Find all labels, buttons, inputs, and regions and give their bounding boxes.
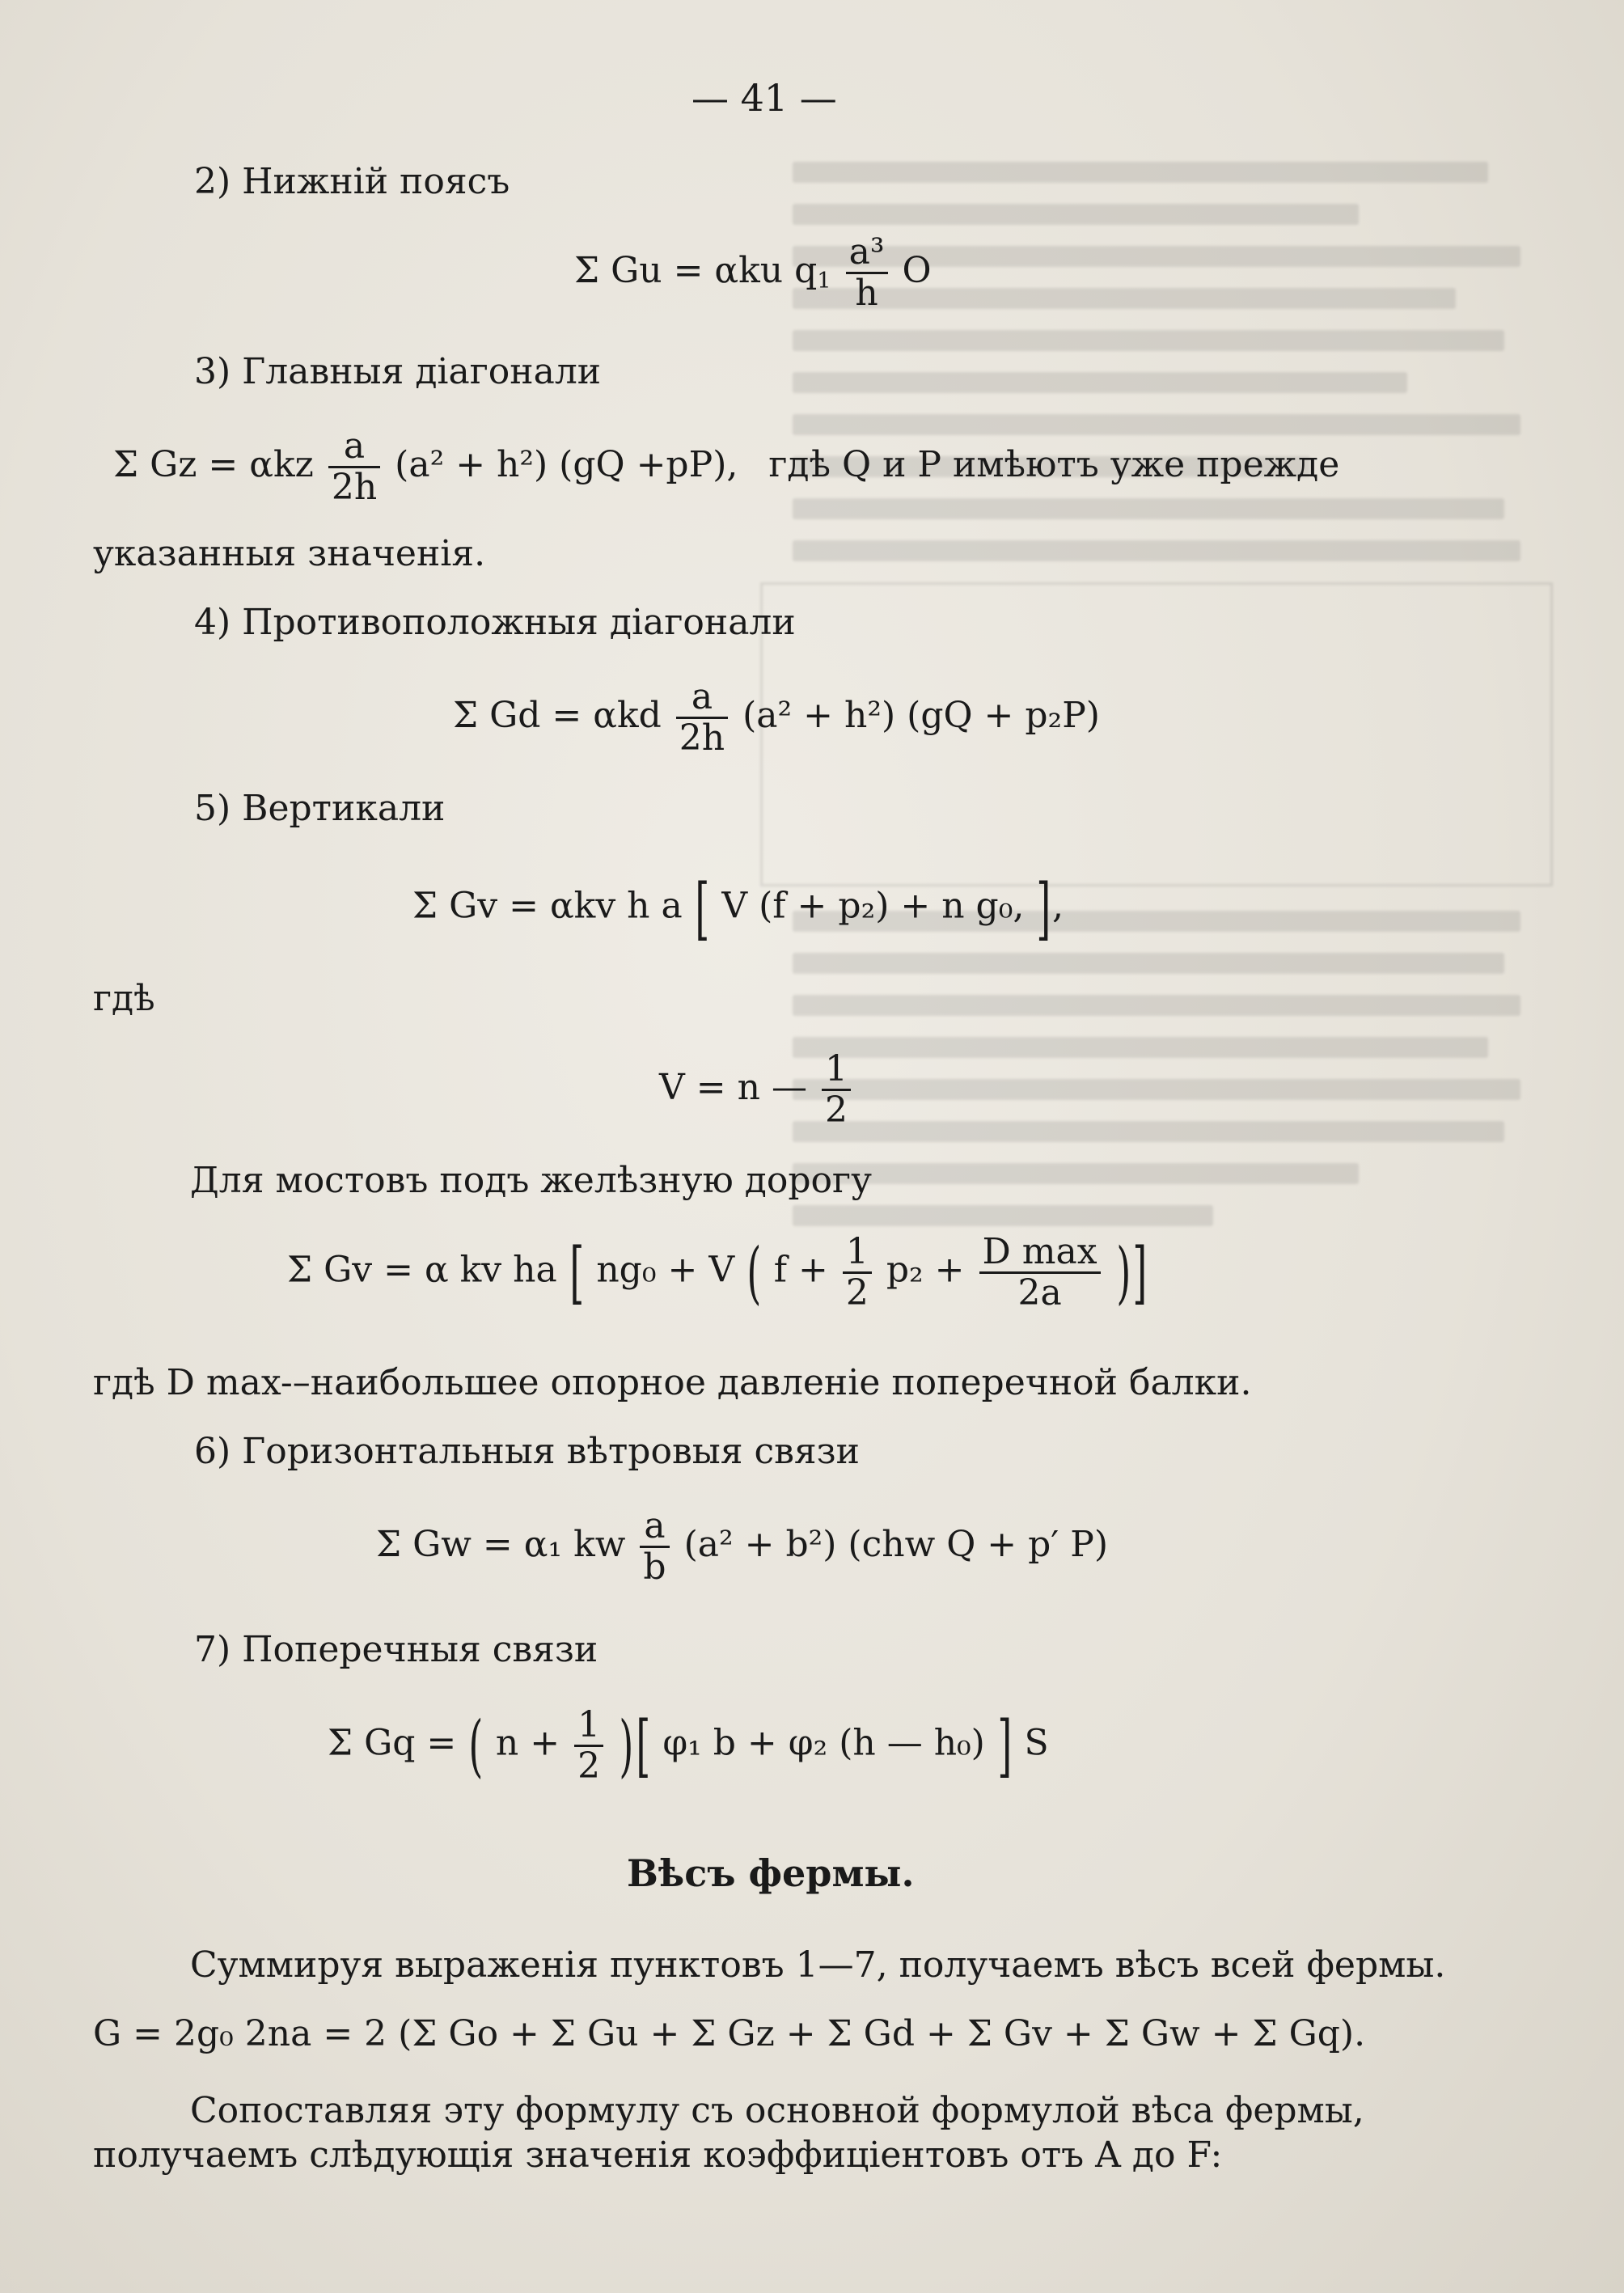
- where-label: гдѣ: [93, 978, 155, 1019]
- railway-bridge-text: Для мостовъ подъ желѣзную дорогу: [190, 1160, 872, 1201]
- total-weight-formula: G = 2g₀ 2na = 2 (Σ Go + Σ Gu + Σ Gz + Σ Gd + Σ Gv + Σ Gw + Σ Gq).: [93, 2013, 1366, 2054]
- formula-v-definition: V = n — $\frac{1}{2}$: [659, 1051, 854, 1128]
- page-number: — 41 —: [691, 76, 837, 120]
- item-5-heading: 5) Вертикали: [194, 788, 446, 829]
- item-3-heading: 3) Главныя діагонали: [194, 351, 602, 392]
- item-2-heading: 2) Нижній поясъ: [194, 161, 510, 202]
- formula-counter-diagonals: Σ Gd = αkd $\frac{a}{2h}$ (a² + h²) (gQ + p₂P): [453, 676, 1100, 759]
- formula-railway-verticals: Σ Gv = α kv ha [ ng₀ + V ( f + $\frac{1}{2}$ p₂ + $\frac{\text{D max}}{2a}$ )]: [287, 1230, 1148, 1314]
- formula-main-diagonals-continuation: указанныя значенія.: [93, 533, 486, 574]
- item-7-heading: 7) Поперечныя связи: [194, 1629, 598, 1670]
- formula-main-diagonals: Σ Gz = αkz $\frac{a}{2h}$ (a² + h²) (gQ +pP), гдѣ Q и P имѣютъ уже прежде: [113, 425, 1340, 508]
- formula-lower-chord: Σ Gu = αku $q_1$ $\frac{\text{a³}}{h}$ O: [574, 231, 932, 314]
- dmax-definition: гдѣ D max-–наибольшее опорное давленіе поперечной балки.: [93, 1362, 1252, 1403]
- summary-paragraph-line-1: Суммируя выраженія пунктовъ 1—7, получаемъ вѣсъ всей фермы.: [190, 1944, 1446, 1986]
- item-4-heading: 4) Противоположныя діагонали: [194, 602, 796, 643]
- formula-cross-bracing: Σ Gq = ( n + $\frac{1}{2}$ )[ φ₁ b + φ₂ (h — h₀) ] S: [328, 1703, 1049, 1787]
- section-heading: Вѣсъ фермы.: [627, 1851, 915, 1895]
- formula-verticals: Σ Gv = αkv h a [ V (f + p₂) + n g₀, ],: [412, 869, 1064, 948]
- comparison-paragraph-line-1: Сопоставляя эту формулу съ основной формулой вѣса фермы,: [190, 2090, 1364, 2131]
- formula-wind-bracing: Σ Gw = α₁ kw $\frac{a}{b}$ (a² + b²) (chw Q + p′ P): [376, 1505, 1109, 1588]
- item-6-heading: 6) Горизонтальныя вѣтровыя связи: [194, 1431, 860, 1472]
- comparison-paragraph-line-2: получаемъ слѣдующія значенія коэффиціентовъ отъ A до F:: [93, 2134, 1223, 2176]
